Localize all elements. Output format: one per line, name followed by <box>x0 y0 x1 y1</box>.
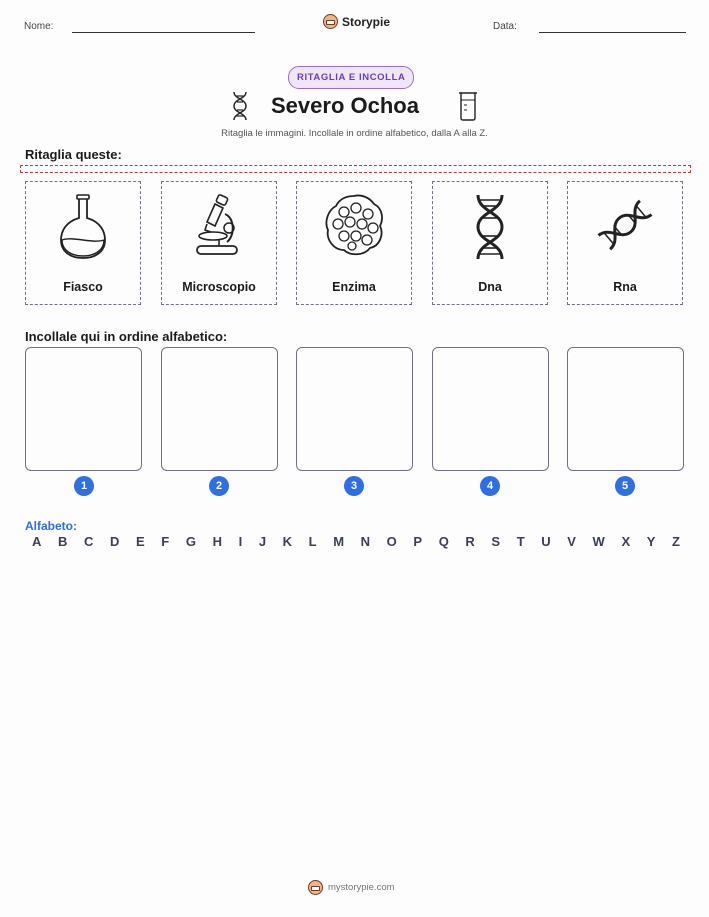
cut-card-fiasco[interactable] <box>25 181 141 305</box>
paste-heading: Incollale qui in ordine alfabetico: <box>25 329 228 344</box>
cut-line <box>20 165 691 173</box>
alphabet-letter: C <box>84 534 94 549</box>
alphabet-letter: F <box>161 534 170 549</box>
alphabet-letter: X <box>621 534 631 549</box>
brand-name: Storypie <box>342 14 391 29</box>
alphabet-letter: D <box>110 534 120 549</box>
alphabet-letter: A <box>32 534 42 549</box>
storypie-logo-icon <box>308 880 323 895</box>
card-label: Dna <box>478 280 502 294</box>
alphabet-letter: T <box>516 534 525 549</box>
position-number: 3 <box>344 476 364 496</box>
alphabet-letter: R <box>465 534 475 549</box>
alphabet-row <box>32 534 680 549</box>
alphabet-letter: S <box>491 534 501 549</box>
position-number: 2 <box>209 476 229 496</box>
activity-badge: RITAGLIA E INCOLLA <box>288 66 414 89</box>
alphabet-letter: P <box>413 534 423 549</box>
alphabet-letter: K <box>282 534 293 549</box>
paste-box-4[interactable] <box>432 347 549 471</box>
footer <box>308 880 395 895</box>
alphabet-label: Alfabeto: <box>25 519 77 533</box>
cut-card-rna[interactable] <box>567 181 683 305</box>
footer-site[interactable]: mystorypie.com <box>328 882 395 893</box>
card-label: Enzima <box>332 280 376 294</box>
rna-icon <box>592 192 658 258</box>
page-title: Severo Ochoa <box>271 93 419 118</box>
cut-card-dna[interactable] <box>432 181 548 305</box>
card-label: Fiasco <box>63 280 103 294</box>
paste-box-3[interactable] <box>296 347 413 471</box>
alphabet-letter: B <box>58 534 68 549</box>
storypie-logo-icon <box>323 14 338 29</box>
paste-box-5[interactable] <box>567 347 684 471</box>
alphabet-letter: N <box>360 534 371 549</box>
instructions: Ritaglia le immagini. Incollale in ordine alfabetico, dalla A alla Z. <box>221 128 488 139</box>
cut-heading: Ritaglia queste: <box>25 147 122 162</box>
cut-card-enzima[interactable] <box>296 181 412 305</box>
name-line[interactable] <box>72 32 255 33</box>
alphabet-letter: Y <box>646 534 656 549</box>
microscope-icon <box>189 192 249 262</box>
paste-box-1[interactable] <box>25 347 142 471</box>
date-label: Data: <box>493 21 517 32</box>
date-line[interactable] <box>539 32 686 33</box>
alphabet-letter: O <box>386 534 397 549</box>
alphabet-letter: L <box>308 534 317 549</box>
dna-title-icon <box>231 91 249 126</box>
flask-icon <box>53 192 113 262</box>
position-number: 4 <box>480 476 500 496</box>
brand-logo <box>323 14 390 29</box>
alphabet-letter: V <box>567 534 576 549</box>
alphabet-letter: J <box>258 534 267 549</box>
alphabet-letter: W <box>592 534 605 549</box>
alphabet-letter: I <box>238 534 243 549</box>
position-number: 1 <box>74 476 94 496</box>
alphabet-letter: Z <box>672 534 680 549</box>
alphabet-letter: E <box>136 534 145 549</box>
alphabet-letter: Q <box>438 534 449 549</box>
card-label: Microscopio <box>182 280 256 294</box>
cut-card-microscopio[interactable] <box>161 181 277 305</box>
alphabet-letter: U <box>541 534 551 549</box>
alphabet-letter: M <box>333 534 345 549</box>
dna-icon <box>470 192 510 262</box>
enzyme-icon <box>322 192 386 258</box>
alphabet-letter: G <box>185 534 196 549</box>
card-label: Rna <box>613 280 637 294</box>
alphabet-letter: H <box>212 534 222 549</box>
position-number: 5 <box>615 476 635 496</box>
name-label: Nome: <box>24 21 54 32</box>
paste-box-2[interactable] <box>161 347 278 471</box>
beaker-title-icon <box>457 91 479 126</box>
